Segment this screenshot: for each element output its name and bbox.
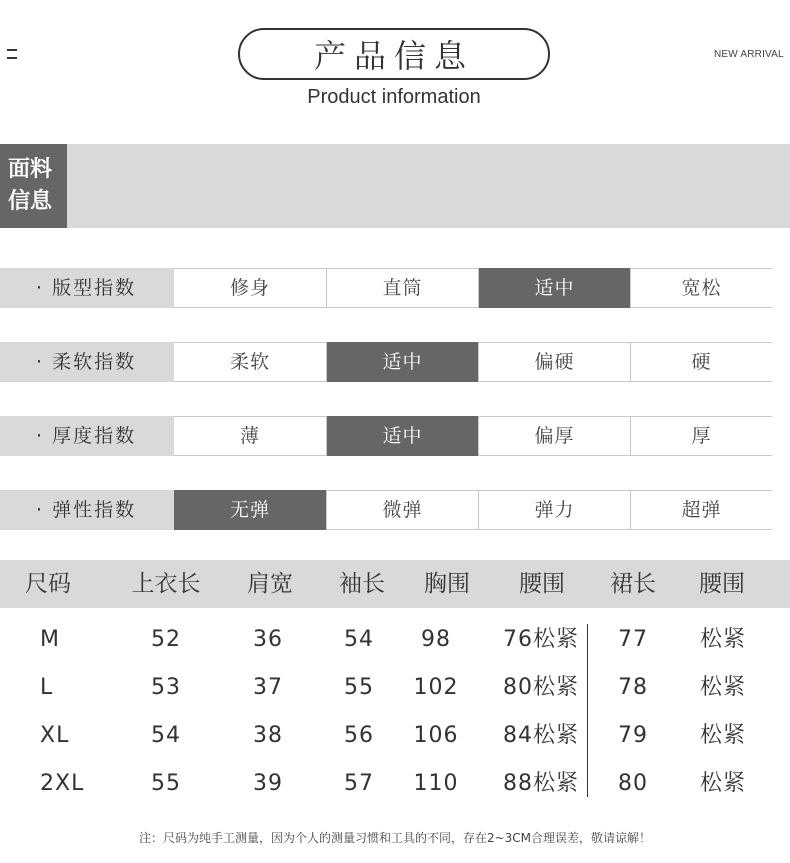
fabric-label-line2: 信息: [8, 189, 53, 214]
size-cell: 56: [344, 723, 374, 748]
size-cell: 53: [151, 675, 181, 700]
size-header-cell: 腰围: [519, 571, 565, 597]
index-options: [174, 268, 772, 308]
size-cell: 80: [618, 771, 648, 796]
size-cell: 54: [151, 723, 181, 748]
index-row: [0, 416, 772, 456]
index-option: 偏厚: [478, 416, 630, 456]
size-cell: 84松紧: [503, 723, 579, 748]
index-options: [174, 342, 772, 382]
index-option: 柔软: [229, 351, 270, 373]
size-cell: 松紧: [699, 771, 746, 796]
new-arrival-badge: NEW ARRIVAL: [714, 49, 784, 60]
index-option: 修身: [229, 277, 270, 299]
index-option: 弹力: [478, 490, 630, 530]
size-cell: 2XL: [40, 771, 85, 796]
size-cell: 55: [151, 771, 181, 796]
size-table-header: [0, 560, 790, 608]
size-header-cell: 裙长: [610, 571, 656, 597]
size-cell: 98: [421, 627, 451, 652]
index-options: [174, 490, 772, 530]
size-cell: 54: [344, 627, 374, 652]
size-cell: M: [40, 627, 60, 652]
menu-icon[interactable]: [7, 47, 17, 61]
size-cell: 52: [151, 627, 181, 652]
size-cell: 松紧: [699, 675, 746, 700]
size-cell: 39: [253, 771, 283, 796]
index-option-selected: 适中: [326, 342, 478, 382]
size-header-cell: 腰围: [699, 571, 745, 597]
footnote: 注：尺码为纯手工测量，因为个人的测量习惯和工具的不同，存在2~3CM合理误差，敬请谅解！: [138, 831, 652, 845]
size-cell: 松紧: [699, 627, 746, 652]
index-option: 硬: [630, 342, 772, 382]
index-row: [0, 342, 772, 382]
index-row-label: · 版型指数: [0, 268, 174, 308]
index-option-selected: 适中: [326, 416, 478, 456]
size-header-cell: 尺码: [25, 571, 71, 597]
size-header-cell: 胸围: [424, 571, 470, 597]
size-cell: 38: [253, 723, 283, 748]
table-divider: [587, 624, 588, 797]
index-row: [0, 490, 772, 530]
index-option: 微弹: [326, 490, 478, 530]
index-option: 宽松: [630, 268, 772, 308]
size-cell: 37: [253, 675, 283, 700]
size-cell: 36: [253, 627, 283, 652]
size-cell: 76松紧: [503, 627, 579, 652]
fabric-info-band: [0, 144, 790, 228]
index-option: 直筒: [326, 268, 478, 308]
size-cell: 55: [344, 675, 374, 700]
index-option-selected: 适中: [478, 268, 630, 308]
size-header-cell: 上衣长: [131, 571, 201, 597]
size-cell: 110: [413, 771, 459, 796]
index-row: [0, 268, 772, 308]
size-cell: 80松紧: [503, 675, 579, 700]
size-cell: 79: [618, 723, 648, 748]
index-option: 厚: [630, 416, 772, 456]
index-option-selected: 无弹: [174, 490, 326, 530]
size-header-cell: 肩宽: [247, 571, 293, 597]
size-cell: L: [40, 675, 54, 700]
size-cell: 102: [413, 675, 459, 700]
index-row-label: · 弹性指数: [0, 490, 174, 530]
size-cell: 106: [413, 723, 459, 748]
size-cell: 78: [618, 675, 648, 700]
size-cell: XL: [40, 723, 70, 748]
fabric-info-label: [0, 144, 67, 228]
size-cell: 57: [344, 771, 374, 796]
index-option: 薄: [239, 425, 260, 447]
size-cell: 松紧: [699, 723, 746, 748]
page-title: 产品信息: [238, 28, 550, 80]
index-option: 偏硬: [478, 342, 630, 382]
size-cell: 88松紧: [503, 771, 579, 796]
index-option: 超弹: [630, 490, 772, 530]
page-subtitle: Product information: [307, 86, 481, 108]
size-cell: 77: [618, 627, 648, 652]
index-options: [174, 416, 772, 456]
index-row-label: · 厚度指数: [0, 416, 174, 456]
fabric-label-line1: 面料: [8, 157, 53, 182]
index-row-label: · 柔软指数: [0, 342, 174, 382]
size-header-cell: 袖长: [339, 571, 385, 597]
